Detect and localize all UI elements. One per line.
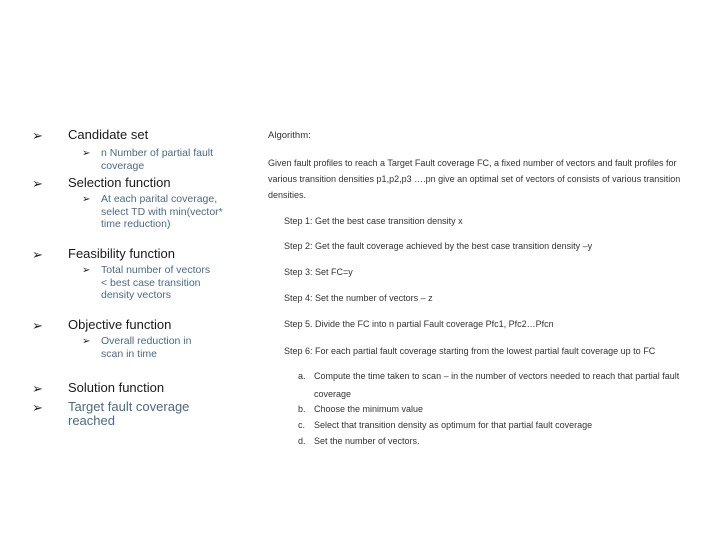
arrow-bullet-icon: ➢ xyxy=(32,319,43,334)
algorithm-title: Algorithm: xyxy=(268,130,311,141)
algorithm-intro-line: densities. xyxy=(268,190,307,200)
algorithm-step: Step 3: Set FC=y xyxy=(284,267,353,277)
algorithm-substep xyxy=(298,420,592,430)
arrow-bullet-icon: ➢ xyxy=(32,401,43,416)
substep-text: Choose the minimum value xyxy=(314,404,424,414)
sub-bullet-text: n Number of partial fault coverage xyxy=(101,147,214,172)
algorithm-substep xyxy=(298,436,420,446)
substep-text: Set the number of vectors. xyxy=(314,436,420,446)
substep-text: Compute the time taken to scan – in the number of vectors needed to reach that partial fault xyxy=(314,371,680,381)
algorithm-substep xyxy=(298,371,679,381)
substep-letter: b. xyxy=(298,404,306,414)
bullet-label: Feasibility function xyxy=(68,246,175,261)
bullet-label: Objective function xyxy=(68,317,172,332)
substep-letter: c. xyxy=(298,420,306,430)
algorithm-substep xyxy=(298,404,423,414)
algorithm-intro-line: Given fault profiles to reach a Target Fault coverage FC, a fixed number of vectors and fault profiles for xyxy=(268,158,677,168)
substep-letter: d. xyxy=(298,436,306,446)
substep-letter: a. xyxy=(298,371,306,381)
substep-text: Select that transition density as optimum for that partial fault coverage xyxy=(314,420,593,430)
arrow-bullet-icon: ➢ xyxy=(82,148,91,159)
algorithm-step: Step 4: Set the number of vectors – z xyxy=(284,293,433,303)
algorithm-step: Step 1: Get the best case transition density x xyxy=(284,216,463,226)
algorithm-step: Step 6: For each partial fault coverage starting from the lowest partial fault coverage up to FC xyxy=(284,346,656,356)
algorithm-substep-cont: coverage xyxy=(314,389,352,399)
bullet-label: Solution function xyxy=(68,380,165,395)
sub-bullet-text: Total number of vectors < best case transition density vectors xyxy=(101,264,211,301)
bullet-label: Target fault coverage reached xyxy=(68,399,190,428)
arrow-bullet-icon: ➢ xyxy=(32,248,43,263)
arrow-bullet-icon: ➢ xyxy=(82,336,91,347)
arrow-bullet-icon: ➢ xyxy=(32,382,43,397)
bullet-label: Candidate set xyxy=(68,127,149,142)
algorithm-step: Step 2: Get the fault coverage achieved by the best case transition density –y xyxy=(284,241,593,251)
arrow-bullet-icon: ➢ xyxy=(82,265,91,276)
arrow-bullet-icon: ➢ xyxy=(32,177,43,192)
arrow-bullet-icon: ➢ xyxy=(82,194,91,205)
arrow-bullet-icon: ➢ xyxy=(32,129,43,144)
sub-bullet-text: At each parital coverage, select TD with min(vector* time reduction) xyxy=(101,193,223,230)
bullet-label: Selection function xyxy=(68,175,171,190)
algorithm-intro-line: various transition densities p1,p2,p3 ….pn give an optimal set of vectors of consists of various transition xyxy=(268,174,681,184)
sub-bullet-text: Overall reduction in scan in time xyxy=(101,335,192,360)
algorithm-step: Step 5. Divide the FC into n partial Fault coverage Pfc1, Pfc2…Pfcn xyxy=(284,319,554,329)
